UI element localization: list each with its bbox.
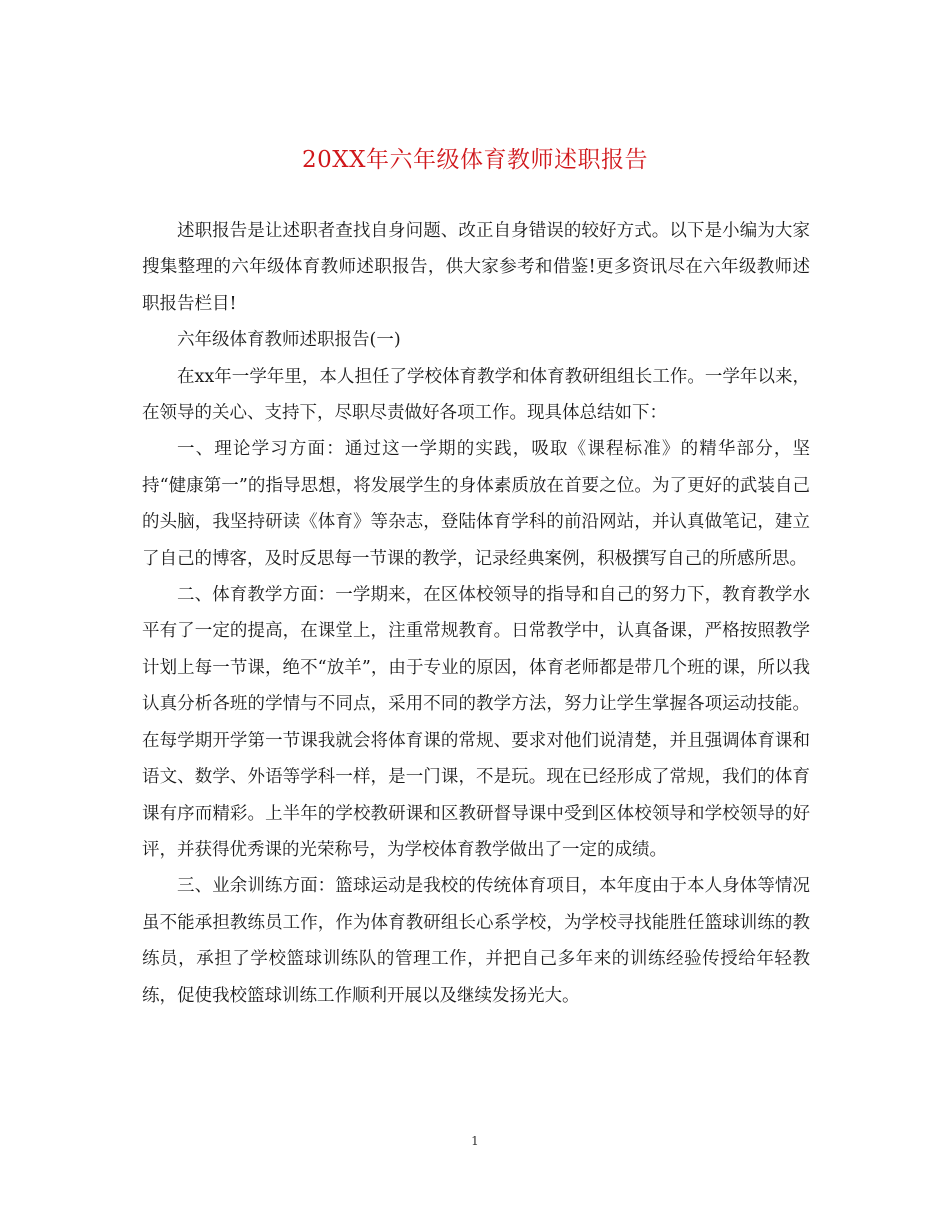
section-heading: 六年级体育教师述职报告(一) [177, 330, 401, 351]
document-title: 20XX年六年级体育教师述职报告 [301, 147, 648, 173]
intro-paragraph: 述职报告是让述职者查找自身问题、改正自身错误的较好方式。以下是小编为大家搜集整理的六年级体育教师述职报告，供大家参考和借鉴!更多资讯尽在六年级教师述职报告栏目! [142, 221, 810, 314]
page-number: 1 [471, 1134, 479, 1148]
amateur-training-paragraph: 三、业余训练方面：篮球运动是我校的传统体育项目，本年度由于本人身体等情况虽不能承担教练员工作，作为体育教研组长心系学校，为学校寻找能胜任篮球训练的教练员，承担了学校篮球训练队的管理工作，并把自己多年来的训练经验传授给年轻教练，促使我校篮球训练工作顺利开展以及继续发扬光大。 [142, 876, 810, 1006]
document-body [142, 213, 810, 1014]
pe-teaching-paragraph: 二、体育教学方面：一学期来，在区体校领导的指导和自己的努力下，教育教学水平有了一定的提高，在课堂上，注重常规教育。日常教学中，认真备课，严格按照教学计划上每一节课，绝不“放羊”，由于专业的原因，体育老师都是带几个班的课，所以我认真分析各班的学情与不同点，采用不同的教学方法，努力让学生掌握各项运动技能。在每学期开学第一节课我就会将体育课的常规、要求对他们说清楚，并且强调体育课和语文、数学、外语等学科一样，是一门课，不是玩。现在已经形成了常规，我们的体育课有序而精彩。上半年的学校教研课和区教研督导课中受到区体校领导和学校领导的好评，并获得优秀课的光荣称号，为学校体育教学做出了一定的成绩。 [142, 585, 810, 860]
theory-study-paragraph: 一、理论学习方面：通过这一学期的实践，吸取《课程标准》的精华部分，坚持“健康第一”的指导思想，将发展学生的身体素质放在首要之位。为了更好的武装自己的头脑，我坚持研读《体育》等杂志，登陆体育学科的前沿网站，并认真做笔记，建立了自己的博客，及时反思每一节课的教学，记录经典案例，积极撰写自己的所感所思。 [142, 439, 810, 569]
summary-paragraph: 在xx年一学年里，本人担任了学校体育教学和体育教研组组长工作。一学年以来，在领导的关心、支持下，尽职尽责做好各项工作。现具体总结如下： [142, 366, 810, 424]
